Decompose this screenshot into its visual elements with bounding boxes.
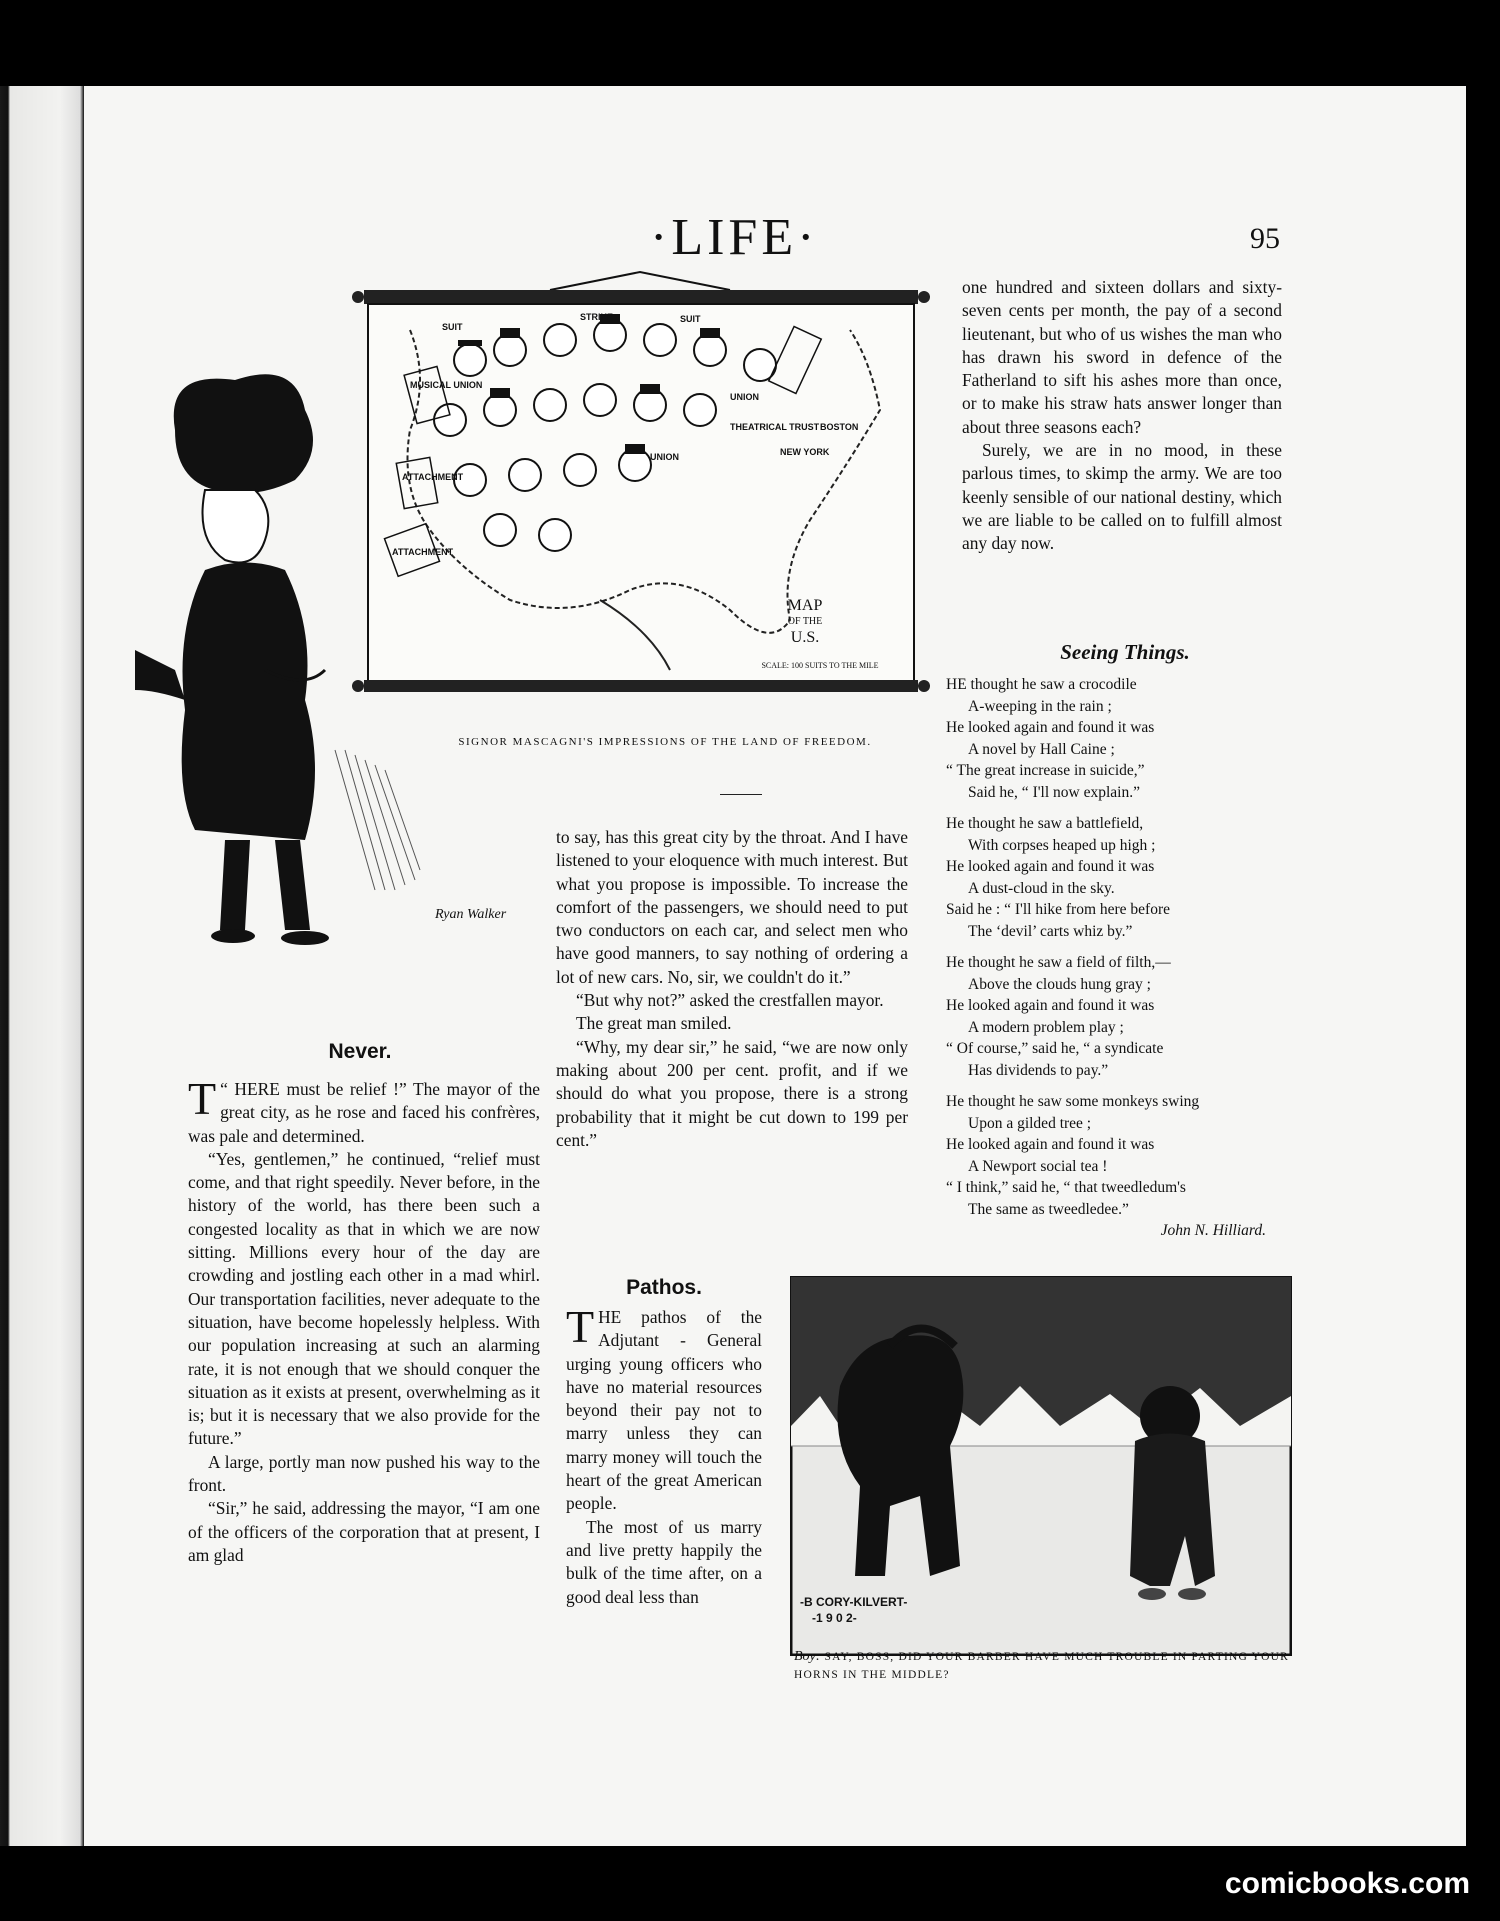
never-paragraph: “Sir,” he said, addressing the mayor, “I am one of the officers of the corporation that at present, I am glad: [188, 1498, 540, 1565]
artist-signature: Ryan Walker: [435, 907, 507, 922]
poem-line: HE thought he saw a crocodile: [946, 676, 1137, 693]
dropcap: T: [188, 1073, 217, 1124]
page-number: 95: [1250, 222, 1280, 255]
poem-line: He thought he saw a battlefield,: [946, 815, 1144, 832]
poem-line: He looked again and found it was: [946, 858, 1155, 875]
poem-author: John N. Hilliard.: [1160, 1222, 1266, 1239]
poem-line: A-weeping in the rain ;: [968, 697, 1112, 715]
caption-text: SAY, BOSS, DID YOUR BARBER HAVE MUCH TROUBLE IN PARTING YOUR HORNS IN THE MIDDLE?: [794, 1651, 1290, 1681]
masthead: ·LIFE·: [650, 209, 819, 266]
cartoon-signature-year: -1 9 0 2-: [812, 1611, 857, 1625]
map-label: STRIKE: [580, 312, 614, 322]
poem-line: He thought he saw some monkeys swing: [946, 1093, 1200, 1110]
poem-line: “ The great increase in suicide,”: [946, 762, 1145, 779]
map-label: SUIT: [680, 314, 701, 324]
divider: [720, 794, 762, 795]
poem-line: He looked again and found it was: [946, 1136, 1155, 1153]
bison-caption: [794, 1648, 1294, 1684]
map-label: ATTACHMENT: [402, 472, 464, 482]
poem-line: Has dividends to pay.”: [968, 1061, 1109, 1079]
map-title-us: U.S.: [790, 629, 820, 646]
poem-line: The ‘devil’ carts whiz by.”: [968, 922, 1133, 940]
mascagni-caricature: [135, 370, 575, 970]
never-column: [188, 1073, 540, 1567]
poem-line: Above the clouds hung gray ;: [968, 975, 1151, 993]
poem-line: “ I think,” said he, “ that tweedledum's: [946, 1179, 1186, 1196]
map-label: UNION: [730, 392, 759, 402]
page-binding-edge: [0, 86, 84, 1846]
poem-line: A dust-cloud in the sky.: [968, 879, 1115, 897]
map-caption: SIGNOR MASCAGNI'S IMPRESSIONS OF THE LAND OF FREEDOM.: [458, 736, 872, 748]
dropcap: T: [566, 1301, 595, 1352]
seeing-things-poem: [946, 674, 1286, 1242]
pathos-column-continued: [962, 276, 1282, 556]
never-paragraph: “But why not?” asked the crestfallen mayor.: [576, 990, 884, 1011]
poem-line: A Newport social tea !: [968, 1157, 1108, 1175]
never-paragraph: The great man smiled.: [576, 1013, 732, 1034]
cartoon-signature: -B CORY-KILVERT-: [800, 1595, 908, 1609]
map-label: BOSTON: [820, 422, 859, 432]
pathos-paragraph: Surely, we are in no mood, in these parlous times, to skimp the army. We are too keenly sensible of our national destiny, which we are liable to be called on to fulfill almost any day now.: [962, 440, 1282, 554]
pathos-paragraph: THE pathos of the Adjutant - General urging young officers who have no material resources beyond their pay not to marry unless they can marry money will touch the heart of the great American people.: [566, 1301, 762, 1514]
map-label: SUIT: [442, 322, 463, 332]
caricature-drawing: [135, 370, 575, 970]
pathos-paragraph: one hundred and sixteen dollars and sixty-seven cents per month, the pay of a second lieutenant, but who of us wishes the man who has drawn his sword in defence of the Fatherland to sift his ashes more than once, or to make his straw hats answer longer than about three seasons each?: [962, 277, 1282, 437]
map-scale: SCALE: 100 SUITS TO THE MILE: [761, 661, 879, 670]
poem-line: He thought he saw a field of filth,—: [946, 954, 1171, 971]
never-paragraph: “Why, my dear sir,” he said, “we are now only making about 200 per cent. profit, and if we should do what you propose, there is a strong probability that it might be cut down to 199 per cent.”: [556, 1036, 908, 1150]
poem-line: A novel by Hall Caine ;: [968, 740, 1115, 758]
poem-line: Said he : “ I'll hike from here before: [946, 901, 1171, 918]
never-column-continued: [556, 826, 908, 1152]
never-heading: Never.: [328, 1040, 392, 1063]
seeing-things-heading: Seeing Things.: [1060, 640, 1190, 664]
never-paragraph: to say, has this great city by the throat. And I have listened to your eloquence with much interest. But what you propose is impossible. To increase the comfort of the passengers, we should need to put two conductors on each car, and select men who have good manners, to say nothing of ordering a lot of new cars. No, sir, we couldn't do it.”: [556, 827, 908, 987]
bison-cartoon: [790, 1276, 1292, 1656]
pathos-paragraph: The most of us marry and live pretty happily the bulk of the time after, on a good deal less than: [566, 1516, 762, 1607]
poem-line: Said he, “ I'll now explain.”: [968, 783, 1140, 801]
map-label: UNION: [650, 452, 679, 462]
site-watermark: comicbooks.com: [1224, 1867, 1470, 1900]
never-paragraph: T “ HERE must be relief !” The mayor of the great city, as he rose and faced his confrères, was pale and determined.: [188, 1073, 540, 1146]
poem-line: He looked again and found it was: [946, 997, 1155, 1014]
map-label: ATTACHMENT: [392, 547, 454, 557]
map-title-sub: OF THE: [787, 616, 823, 627]
bison-drawing: [790, 1276, 1292, 1656]
never-paragraph: A large, portly man now pushed his way to the front.: [188, 1451, 540, 1496]
poem-line: Upon a gilded tree ;: [968, 1114, 1092, 1132]
poem-line: With corpses heaped up high ;: [968, 836, 1156, 854]
map-title: MAP: [787, 597, 823, 614]
pathos-heading: Pathos.: [626, 1276, 702, 1299]
poem-line: He looked again and found it was: [946, 719, 1155, 736]
poem-line: “ Of course,” said he, “ a syndicate: [946, 1040, 1164, 1057]
poem-line: A modern problem play ;: [968, 1018, 1124, 1036]
map-label: MUSICAL UNION: [410, 380, 483, 390]
map-label: NEW YORK: [780, 447, 830, 457]
map-label: THEATRICAL TRUST: [730, 422, 820, 432]
pathos-column: [566, 1301, 762, 1609]
poem-line: The same as tweedledee.”: [968, 1200, 1129, 1218]
caption-speaker: Boy:: [794, 1649, 821, 1664]
never-paragraph: “Yes, gentlemen,” he continued, “relief must come, and that right speedily. Never before, in the history of the world, has there been such a congested locality as that in which we are now sitting. Millions every hour of the day are crowding and jostling each other in a mad whirl. Our transportation facilities, never adequate to the situation, have become hopelessly helpless. With our population increasing at such an alarming rate, it is not enough that we should conquer the situation as it exists at present, overwhelming as it is; but it is necessary that we also provide for the future.”: [188, 1148, 540, 1449]
